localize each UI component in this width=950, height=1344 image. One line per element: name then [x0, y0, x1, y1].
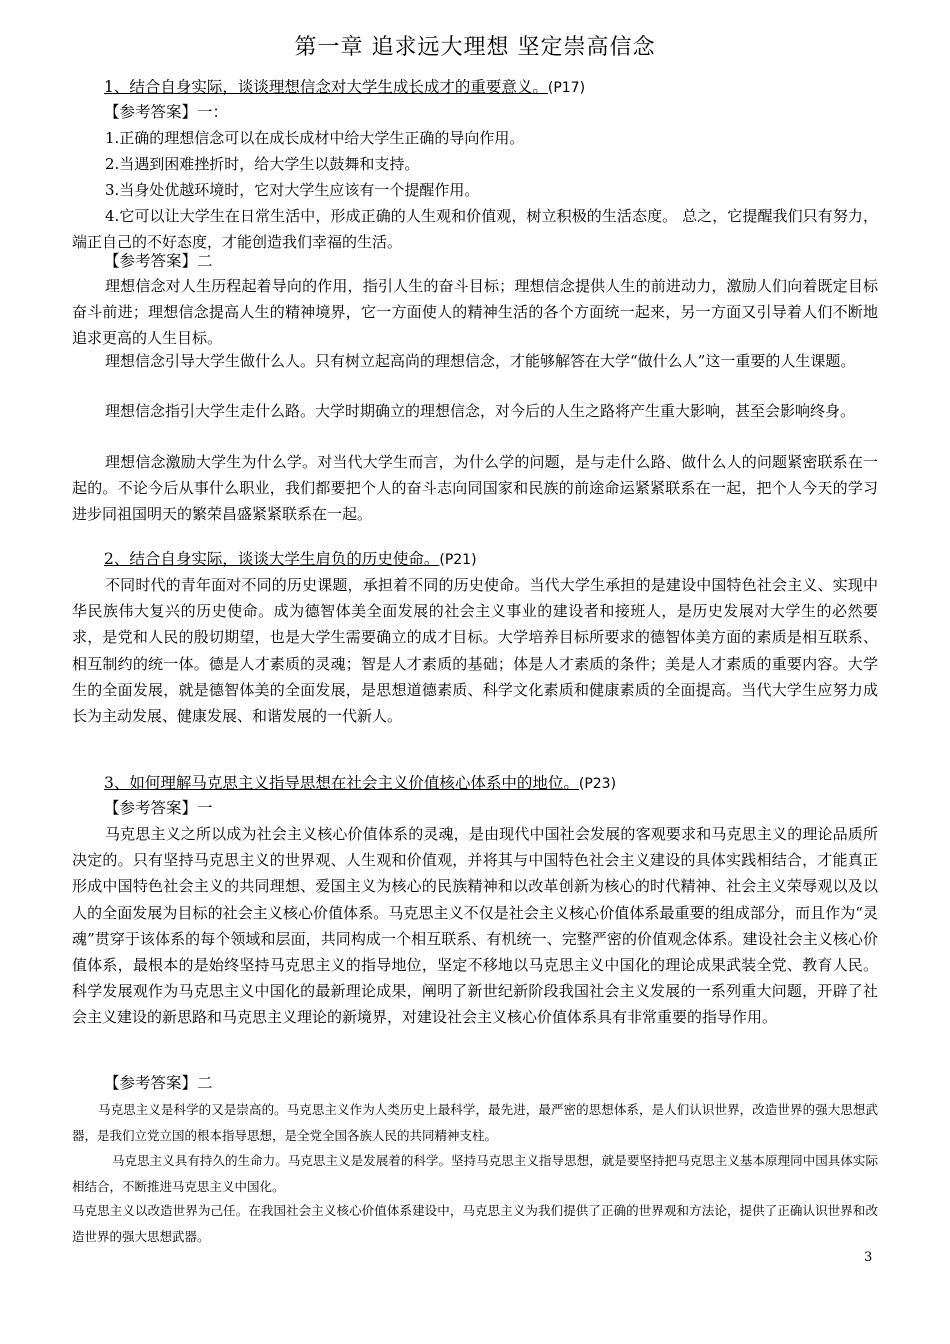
answer-small-paragraph: 马克思主义具有持久的生命力。马克思主义是发展着的科学。坚持马克思主义指导思想，就是要坚持把马克思主义基本原理同中国具体实际相结合，不断推进马克思主义中国化。 [72, 1153, 878, 1194]
answer-item: 4.它可以让大学生在日常生活中，形成正确的人生观和价值观，树立积极的生活态度。 总之，它提醒我们只有努力，端正自己的不好态度，才能创造我们幸福的生活。 [72, 207, 878, 252]
question-2 [104, 548, 477, 571]
question-3-text: 3、如何理解马克思主义指导思想在社会主义价值核心体系中的地位。 [104, 774, 579, 792]
answer-small-paragraph: 马克思主义以改造世界为己任。在我国社会主义核心价值体系建设中，马克思主义为我们提供了正确的世界观和方法论，提供了正确认识世界和改造世界的强大思想武器。 [72, 1203, 878, 1244]
answer-paragraph: 不同时代的青年面对不同的历史课题，承担着不同的历史使命。当代大学生承担的是建设中国特色社会主义、实现中华民族伟大复兴的历史使命。成为德智体美全面发展的社会主义事业的建设者和接班人，是历史发展对大学生的必然要求，是党和人民的殷切期望，也是大学生需要确立的成才目标。大学培养目标所要求的德智体美方面的素质是相互联系、相互制约的统一体。德是人才素质的灵魂；智是人才素质的基础；体是人才素质的条件；美是人才素质的重要内容。大学生的全面发展，就是德智体美的全面发展，是思想道德素质、科学文化素质和健康素质的全面提高。当代大学生应努力成长为主动发展、健康发展、和谐发展的一代新人。 [72, 576, 878, 726]
question-1-page-ref: (P17) [547, 80, 586, 96]
answer-paragraph: 理想信念指引大学生走什么路。大学时期确立的理想信念，对今后的人生之路将产生重大影响，甚至会影响终身。 [105, 402, 856, 420]
answer-label: 【参考答案】一 [104, 799, 213, 817]
answer-paragraph: 理想信念激励大学生为什么学。对当代大学生而言，为什么学的问题，是与走什么路、做什么人的问题紧密联系在一起的。不论今后从事什么职业，我们都要把个人的奋斗志向同国家和民族的前途命运紧紧联系在一起，把个人今天的学习进步同祖国明天的繁荣昌盛紧紧联系在一起。 [72, 453, 878, 524]
answer-item: 1.正确的理想信念可以在成长成材中给大学生正确的导向作用。 [105, 129, 525, 147]
answer-small-paragraph: 马克思主义是科学的又是崇高的。马克思主义作为人类历史上最科学，最先进，最严密的思想体系，是人们认识世界，改造世界的强大思想武器，是我们立党立国的根本指导思想，是全党全国各族人民的共同精神支柱。 [72, 1102, 878, 1143]
answer-label: 【参考答案】一： [104, 103, 229, 121]
answer-paragraph: 马克思主义之所以成为社会主义核心价值体系的灵魂，是由现代中国社会发展的客观要求和马克思主义的理论品质所决定的。只有坚持马克思主义的世界观、人生观和价值观，并将其与中国特色社会主义建设的具体实践相结合，才能真正形成中国特色社会主义的共同理想、爱国主义为核心的民族精神和以改革创新为核心的时代精神、社会主义荣辱观以及以人的全面发展为目标的社会主义核心价值体系。马克思主义不仅是社会主义核心价值体系最重要的组成部分，而且作为“灵魂”贯穿于该体系的每个领域和层面，共同构成一个相互联系、有机统一、完整严密的价值观念体系。建设社会主义核心价值体系，最根本的是始终坚持马克思主义的指导地位，坚定不移地以马克思主义中国化的理论成果武装全党、教育人民。科学发展观作为马克思主义中国化的最新理论成果，阐明了新世纪新阶段我国社会主义发展的一系列重大问题，开辟了社会主义建设的新思路和马克思主义理论的新境界，对建设社会主义核心价值体系具有非常重要的指导作用。 [72, 825, 878, 1027]
answer-paragraph: 理想信念对人生历程起着导向的作用，指引人生的奋斗目标；理想信念提供人生的前进动力，激励人们向着既定目标奋斗前进；理想信念提高人生的精神境界，它一方面使人的精神生活的各个方面统一起来，另一方面又引导着人们不断地追求更高的人生目标。 [72, 277, 878, 348]
answer-paragraph: 理想信念引导大学生做什么人。只有树立起高尚的理想信念，才能够解答在大学“做什么人”这一重要的人生课题。 [105, 352, 856, 370]
question-3 [104, 772, 616, 795]
question-2-page-ref: (P21) [439, 552, 477, 568]
answer-label: 【参考答案】二 [104, 252, 213, 270]
question-3-page-ref: (P23) [578, 776, 617, 792]
answer-item: 2.当遇到困难挫折时，给大学生以鼓舞和支持。 [105, 155, 420, 173]
page-number: 3 [864, 1250, 873, 1265]
answer-item: 3.当身处优越环境时，它对大学生应该有一个提醒作用。 [105, 181, 480, 199]
question-2-text: 2、结合自身实际，谈谈大学生肩负的历史使命。 [104, 550, 440, 568]
question-1-text: 1、结合自身实际，谈谈理想信念对大学生成长成才的重要意义。 [104, 78, 548, 96]
answer-label: 【参考答案】二 [104, 1074, 213, 1092]
question-1 [104, 76, 585, 99]
chapter-title: 第一章 追求远大理想 坚定崇高信念 [294, 35, 656, 60]
